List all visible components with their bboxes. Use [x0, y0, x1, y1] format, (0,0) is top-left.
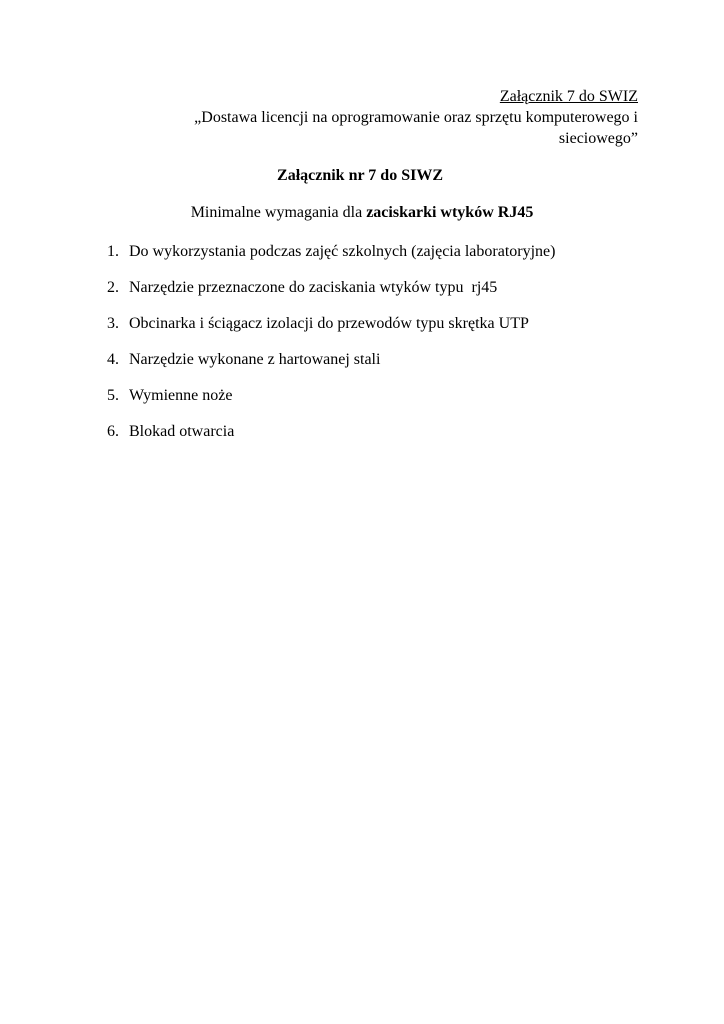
list-item — [107, 314, 555, 350]
subtitle-prefix: Minimalne wymagania dla — [190, 204, 367, 221]
list-item-text: Blokad otwarcia — [129, 423, 235, 440]
list-item-number: 6. — [107, 423, 119, 440]
list-item — [107, 350, 555, 386]
attachment-reference: Załącznik 7 do SWIZ — [499, 88, 638, 105]
list-item-text: Do wykorzystania podczas zajęć szkolnych (zajęcia laboratoryjne) — [129, 243, 556, 260]
list-item-number: 4. — [107, 351, 119, 368]
list-item — [107, 242, 555, 278]
list-item-number: 5. — [107, 387, 119, 404]
list-item-text: Wymienne noże — [129, 387, 233, 404]
document-title — [0, 166, 724, 186]
document-subtitle — [0, 203, 724, 223]
list-item — [107, 278, 555, 314]
list-item-text: Narzędzie wykonane z hartowanej stali — [129, 351, 381, 368]
list-item — [107, 386, 555, 422]
tender-name-line1: „Dostawa licencji na oprogramowanie oraz sprzętu komputerowego i — [194, 109, 638, 126]
list-item-text: Narzędzie przeznaczone do zaciskania wtyków typu rj45 — [129, 279, 498, 296]
subtitle-product: zaciskarki wtyków RJ45 — [366, 204, 534, 221]
document-header — [118, 86, 638, 149]
list-item-number: 2. — [107, 279, 119, 296]
list-item-number: 3. — [107, 315, 119, 332]
tender-name-line2: sieciowego” — [558, 130, 638, 147]
requirements-list — [107, 242, 555, 458]
list-item-number: 1. — [107, 243, 119, 260]
list-item — [107, 422, 555, 458]
list-item-text: Obcinarka i ściągacz izolacji do przewodów typu skrętka UTP — [129, 315, 529, 332]
document-title-text: Załącznik nr 7 do SIWZ — [277, 167, 443, 184]
